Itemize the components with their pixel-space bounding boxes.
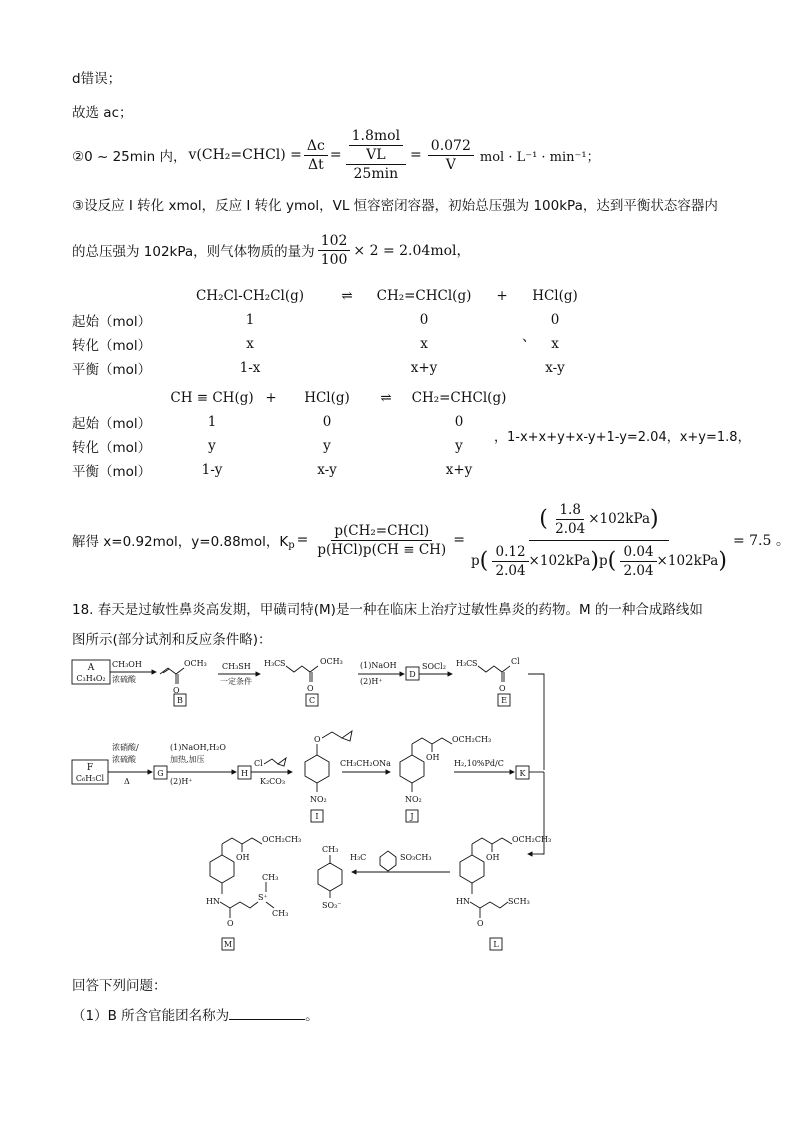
reagent-gh-3: (2)H⁺ xyxy=(170,777,193,786)
compound-m-ch3b-bond xyxy=(266,902,274,908)
table1-h-arrow: ⇌ xyxy=(341,288,353,304)
kp-den: p(HCl)p(CH ≡ CH) xyxy=(317,541,447,558)
compound-c-och3: OCH₃ xyxy=(320,657,343,666)
kp-b1-frac xyxy=(492,543,528,580)
question-18-line-a: 18. 春天是过敏性鼻炎高发期，甲磺司特(M)是一种在临床上治疗过敏性鼻炎的药物。M 的一种合成路线如 xyxy=(72,602,703,618)
reagent-hi-cl: Cl xyxy=(254,759,263,768)
compound-j-oh: OH xyxy=(426,753,440,762)
step3-line-b xyxy=(72,228,471,272)
step3-b-suffix: × 2 = 2.04mol， xyxy=(353,243,471,259)
compound-h-label: H xyxy=(241,769,248,778)
equilibrium-table-2 xyxy=(72,386,512,482)
table1-h-product1: CH₂=CHCl(g) xyxy=(376,288,472,304)
kp-b2-d: 2.04 xyxy=(623,562,654,579)
rate-inner-frac xyxy=(349,127,403,164)
compound-i-no2: NO₂ xyxy=(310,795,327,804)
table2-row xyxy=(72,410,512,434)
table1-cell: 1 xyxy=(245,312,255,328)
reagent-cd-2: (2)H⁺ xyxy=(360,677,383,686)
compound-l-amide-chain xyxy=(470,902,508,908)
compound-e-chain xyxy=(478,666,510,672)
kp-sub: p xyxy=(288,539,295,551)
table2-row-label: 平衡（mol） xyxy=(72,464,152,480)
table2-h-reactant2: HCl(g) xyxy=(304,390,350,406)
table1-row-label: 平衡（mol） xyxy=(72,362,152,378)
compound-d-label: D xyxy=(409,670,416,679)
table2-h-arrow: ⇌ xyxy=(380,390,392,406)
compound-c-h3c: H₃C xyxy=(264,659,281,668)
reagent-bc-2: 一定条件 xyxy=(220,677,252,686)
solve-prefix: 解得 x=0.92mol，y=0.88mol，K xyxy=(72,534,289,550)
kp-num: p(CH₂=CHCl) xyxy=(331,522,432,541)
epoxide-ring xyxy=(278,758,286,766)
connector-e-k xyxy=(528,674,544,770)
rate-eq2: = xyxy=(410,147,422,163)
kp-top-n: 1.8 xyxy=(556,501,583,520)
table2-h-product: CH₂=CHCl(g) xyxy=(411,390,507,406)
rate-equation xyxy=(72,125,600,185)
table2-cell: y xyxy=(455,438,463,454)
reagent-lm-h3c: H₃C xyxy=(350,853,367,862)
tosylate-so3: SO₃⁻ xyxy=(322,901,342,910)
compound-e-o: O xyxy=(499,684,506,693)
rate-v: V xyxy=(445,156,456,173)
compound-i-chain xyxy=(322,732,342,738)
epoxide-chain xyxy=(264,759,278,764)
answer-blank[interactable] xyxy=(229,1007,305,1020)
compound-l-hn: HN xyxy=(456,897,470,906)
compound-l-o: O xyxy=(477,919,484,928)
table2-cell: y xyxy=(323,438,331,454)
step3-frac xyxy=(318,232,351,269)
rate-dt: Δt xyxy=(308,156,324,173)
compound-m-oc2h5: OCH₂CH₃ xyxy=(262,835,302,844)
compound-b-label: B xyxy=(177,696,183,705)
kp-b1-n: 0.12 xyxy=(492,543,528,562)
kp-def-frac xyxy=(314,522,449,559)
compound-m-ch3b: CH₃ xyxy=(272,909,289,918)
reagent-ij: CH₃CH₂ONa xyxy=(340,759,391,768)
kp-b2-frac xyxy=(620,543,656,580)
reagent-fg-1: 浓硝酸/ xyxy=(112,743,139,752)
compound-l-label: L xyxy=(493,940,499,949)
rate-unit: mol · L⁻¹ · min⁻¹； xyxy=(479,149,600,165)
kp-p1: p xyxy=(470,552,480,569)
kp-eq: = xyxy=(296,532,309,548)
compound-b-och3: OCH₃ xyxy=(184,659,207,668)
compound-l-sch3: SCH₃ xyxy=(508,897,530,906)
compound-m-o: O xyxy=(227,919,234,928)
reagent-cd-1: (1)NaOH xyxy=(360,661,397,670)
kp-value-den: p( $\frac{0.12}{2.04}$ ×102kPa)p( $\frac{0.04}{2.04}$ ×102kPa) xyxy=(470,543,727,579)
table2-row xyxy=(72,434,512,458)
compound-j-oc2h5: OCH₂CH₃ xyxy=(452,735,492,744)
compound-m-amide-chain xyxy=(220,902,258,908)
compound-e-s: S xyxy=(472,659,478,668)
table1-cell: x+y xyxy=(410,360,438,376)
tosylate-ch3: CH₃ xyxy=(322,845,339,854)
step3-num: 102 xyxy=(318,232,351,251)
table1-row xyxy=(72,308,590,332)
line-choose: 故选 ac； xyxy=(72,105,133,121)
compound-l-chain xyxy=(472,838,512,844)
table1-row-label: 起始（mol） xyxy=(72,314,152,330)
compound-m-hn: HN xyxy=(206,897,220,906)
table1-h-product2: HCl(g) xyxy=(532,288,578,304)
compound-m-chain xyxy=(222,838,262,844)
reagent-lm-so3ch3: SO₃CH₃ xyxy=(400,853,432,862)
rate-dc: Δc xyxy=(304,137,328,156)
line-d-wrong: d错误； xyxy=(72,71,122,87)
rate-prefix: ②0 ~ 25min 内， xyxy=(72,149,187,165)
rate-0072: 0.072 xyxy=(428,137,474,156)
table1-cell: x-y xyxy=(545,360,565,376)
rate-big-num xyxy=(346,127,406,165)
synthesis-route-diagram xyxy=(60,652,580,958)
kp-top-d: 2.04 xyxy=(555,520,586,537)
table1-row xyxy=(72,332,590,356)
step3-b-prefix: 的总压强为 102kPa，则气体物质的量为 xyxy=(72,244,315,260)
kp-value-num: ( $\frac{1.8}{2.04}$ ×102kPa) xyxy=(529,499,668,541)
rate-dc-dt xyxy=(304,137,328,174)
table2-header xyxy=(72,386,512,410)
compound-j-ring xyxy=(400,755,424,783)
reagent-fg-3: Δ xyxy=(124,777,130,786)
kp-top-rest: ×102kPa xyxy=(588,510,651,527)
compound-j-no2: NO₂ xyxy=(405,795,422,804)
table2-cell: y xyxy=(208,438,216,454)
compound-k-label: K xyxy=(519,769,526,778)
equilibrium-table-1 xyxy=(72,284,590,380)
compound-i-label: I xyxy=(315,812,319,821)
compound-m-s: S⁺ xyxy=(258,893,268,902)
compound-c-s: S xyxy=(280,659,286,668)
compound-e-cl: Cl xyxy=(511,657,520,666)
compound-m-oh: OH xyxy=(236,853,250,862)
compound-g-label: G xyxy=(157,769,164,778)
reagent-fg-2: 浓硫酸 xyxy=(112,755,136,764)
compound-m-ring xyxy=(210,855,234,883)
table1-cell: 0 xyxy=(550,312,560,328)
table2-h-reactant1: CH ≡ CH(g) xyxy=(170,390,254,406)
table2-cell: 1-y xyxy=(201,462,223,478)
table1-cell: 1-x xyxy=(239,360,261,376)
table1-cell: x xyxy=(551,336,559,352)
sum-equation: ，1-x+x+y+x-y+1-y=2.04，x+y=1.8， xyxy=(494,430,751,445)
kp-p2: p xyxy=(598,552,608,569)
compound-b-o: O xyxy=(173,686,180,695)
reagent-de: SOCl₂ xyxy=(422,662,446,671)
question-1-suffix: 。 xyxy=(305,1008,319,1024)
rate-lhs: v(CH₂=CHCl) = xyxy=(188,147,302,163)
compound-f-formula: C₆H₅Cl xyxy=(75,774,105,783)
question-1 xyxy=(72,1004,319,1024)
step3-den: 100 xyxy=(320,251,348,268)
reagent-jk: H₂,10%Pd/C xyxy=(454,759,504,768)
reagent-gh-1: (1)NaOH,H₂O xyxy=(170,743,226,752)
rate-vl: VL xyxy=(366,147,386,163)
reagent-bc-1: CH₃SH xyxy=(222,662,251,671)
table2-cell: 1 xyxy=(207,414,217,430)
table2-row-label: 转化（mol） xyxy=(72,440,152,456)
kp-eq2: = xyxy=(453,532,465,548)
compound-i-o: O xyxy=(314,735,321,744)
compound-c-o: O xyxy=(307,684,314,693)
table1-h-reactant: CH₂Cl-CH₂Cl(g) xyxy=(195,288,305,304)
table1-h-plus: + xyxy=(496,288,508,304)
compound-e-h3c: H₃C xyxy=(456,659,473,668)
compound-l-oc2h5: OCH₂CH₃ xyxy=(512,835,552,844)
table2-row xyxy=(72,458,512,482)
table1-header xyxy=(72,284,590,308)
table2-h-plus: + xyxy=(265,390,277,406)
compound-e-label: E xyxy=(501,696,507,705)
kp-value-frac xyxy=(469,499,729,582)
reagent-a-2: 浓硫酸 xyxy=(112,675,136,684)
tosylate-reagent-ring xyxy=(380,851,396,871)
kp-b2-n: 0.04 xyxy=(620,543,656,562)
reagent-hi: K₂CO₃ xyxy=(260,777,286,786)
table1-cell: 0 xyxy=(419,312,429,328)
rate-18mol: 1.8mol xyxy=(349,127,403,146)
compound-a-label: A xyxy=(87,663,95,673)
table2-cell: x+y xyxy=(445,462,473,478)
compound-f-label: F xyxy=(86,763,94,773)
kp-b1-d: 2.04 xyxy=(495,562,526,579)
compound-i-epoxide xyxy=(342,731,352,741)
table2-cell: 0 xyxy=(322,414,332,430)
kp-b2-rest: ×102kPa xyxy=(656,552,719,569)
kp-top-frac xyxy=(552,501,588,538)
compound-c-label: C xyxy=(308,696,316,705)
reagent-a-1: CH₃OH xyxy=(112,660,142,669)
compound-l-ring xyxy=(460,855,484,883)
compound-l-oh: OH xyxy=(486,853,500,862)
kp-b1-rest: ×102kPa xyxy=(528,552,591,569)
compound-m-ch3a: CH₃ xyxy=(262,873,279,882)
compound-c-chain xyxy=(286,666,318,672)
compound-j-label: J xyxy=(410,812,414,821)
compound-i-ring xyxy=(305,755,329,783)
rate-result-frac xyxy=(428,137,474,174)
step3-line-a: ③设反应 I 转化 xmol，反应 I 转化 ymol，VL 恒容密闭容器，初始总压强为 100kPa，达到平衡状态容器内 xyxy=(72,198,718,214)
kp-equation xyxy=(72,500,790,580)
compound-j-chain xyxy=(412,738,452,744)
reagent-gh-2: 加热,加压 xyxy=(170,755,205,764)
rate-eq: = xyxy=(329,147,342,163)
table1-cell: x xyxy=(246,336,254,352)
rate-big-frac xyxy=(346,127,406,183)
table2-cell: 0 xyxy=(454,414,464,430)
kp-result: = 7.5 。 xyxy=(732,533,790,549)
table2-row-label: 起始（mol） xyxy=(72,416,152,432)
rate-25min: 25min xyxy=(353,166,399,182)
table1-row xyxy=(72,356,590,380)
table2-cell: x-y xyxy=(317,462,337,478)
compound-m-label: M xyxy=(223,940,233,949)
table1-cell: x xyxy=(420,336,428,352)
table1-row-label: 转化（mol） xyxy=(72,338,152,354)
compound-a-formula: C₃H₄O₂ xyxy=(76,674,106,683)
stray-mark: 、 xyxy=(522,329,536,345)
answer-intro: 回答下列问题： xyxy=(72,978,167,994)
question-1-prefix: （1）B 所含官能团名称为 xyxy=(72,1008,230,1024)
tosylate-ring xyxy=(318,863,342,891)
question-18-line-b: 图所示(部分试剂和反应条件略)： xyxy=(72,632,272,648)
